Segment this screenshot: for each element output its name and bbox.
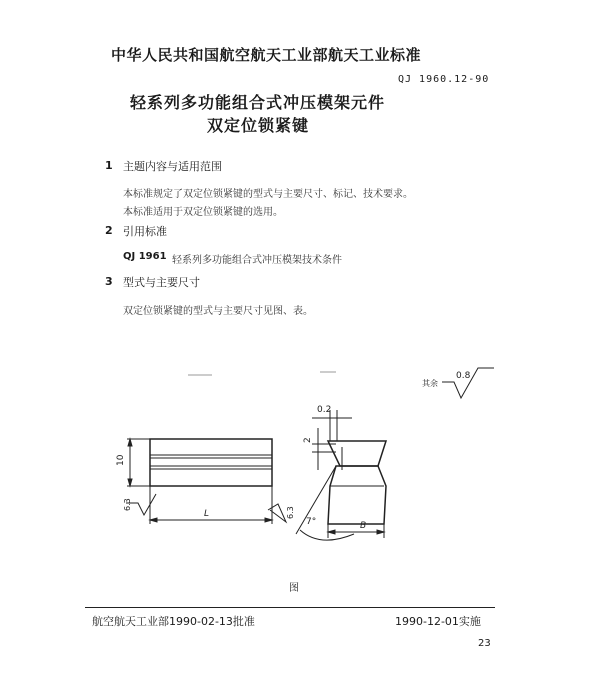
arrow-head	[328, 530, 335, 534]
section-3-title: 型式与主要尺寸	[123, 276, 200, 289]
arrow-head	[377, 530, 384, 534]
offset-dim-value: 0.2	[317, 405, 332, 415]
step-dim-value: 2	[303, 437, 313, 443]
roughness-right-value: 6.3	[286, 506, 295, 519]
doc-title-line1: 轻系列多功能组合式冲压模架元件	[130, 93, 386, 112]
approval-date: 航空航天工业部1990-02-13批准	[92, 615, 255, 628]
section-1-para-1: 本标准规定了双定位锁紧键的型式与主要尺寸、标记、技术要求。	[123, 189, 413, 200]
remaining-label: 其余	[422, 379, 438, 388]
width-dim-value: B	[360, 521, 367, 531]
section-2-title: 引用标准	[123, 225, 167, 238]
height-dim-value: 10	[116, 454, 126, 466]
arrow-head	[265, 518, 272, 522]
angle-dim-value: 7°	[306, 517, 317, 527]
effective-date: 1990-12-01实施	[395, 615, 481, 628]
key-front-view	[150, 439, 272, 486]
org-title: 中华人民共和国航空航天工业部航天工业标准	[111, 46, 422, 64]
section-1-number: 1	[105, 159, 113, 172]
page-number: 23	[478, 638, 491, 649]
section-1-para-2: 本标准适用于双定位锁紧键的选用。	[123, 207, 283, 218]
reference-text: 轻系列多功能组合式冲压模架技术条件	[172, 255, 342, 266]
section-1-title: 主题内容与适用范围	[123, 160, 222, 173]
roughness-left-value: 6.3	[123, 498, 132, 511]
section-2-number: 2	[105, 224, 113, 237]
length-dim-value: L	[204, 509, 210, 519]
key-side-profile-top	[328, 441, 386, 466]
roughness-remaining-value: 0.8	[456, 371, 471, 381]
key-side-profile-bottom	[328, 466, 386, 524]
arrow-head	[128, 479, 132, 486]
reference-code: QJ 1961	[123, 251, 167, 262]
arrow-head	[128, 439, 132, 446]
section-3-para-1: 双定位锁紧键的型式与主要尺寸见图、表。	[123, 306, 313, 317]
section-3-number: 3	[105, 275, 113, 288]
standard-code: QJ 1960.12-90	[398, 74, 490, 85]
footer-divider	[85, 607, 495, 608]
doc-title-line2: 双定位锁紧键	[207, 116, 310, 135]
arrow-head	[150, 518, 157, 522]
figure-caption: 图	[289, 583, 299, 594]
